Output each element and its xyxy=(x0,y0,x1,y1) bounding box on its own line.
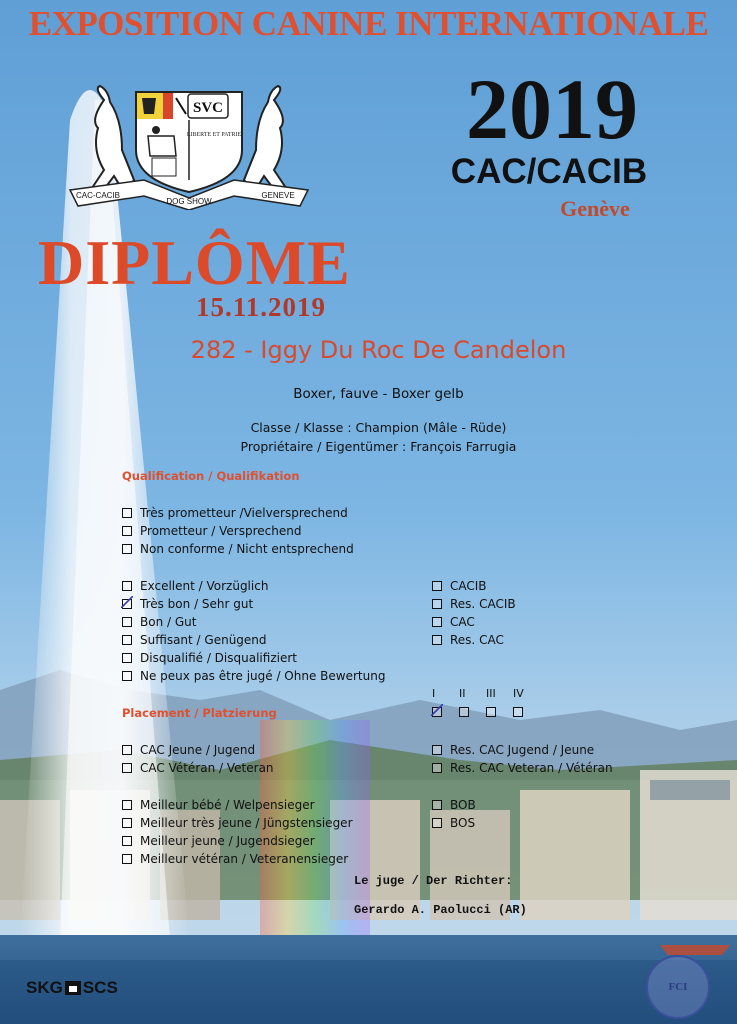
rank-labels xyxy=(432,687,540,700)
checkbox[interactable] xyxy=(122,617,132,627)
crest-club-text: SVC xyxy=(192,100,224,116)
rank-4-checkbox[interactable] xyxy=(513,707,523,717)
option-label: Meilleur bébé / Welpensieger xyxy=(140,798,315,812)
placement-cac-list xyxy=(122,741,274,777)
rank-2-checkbox[interactable] xyxy=(459,707,469,717)
title-list xyxy=(432,577,516,649)
checkbox[interactable] xyxy=(122,854,132,864)
dog-owner: Propriétaire / Eigentümer : François Farrugia xyxy=(240,439,517,454)
checkbox[interactable] xyxy=(122,653,132,663)
option-label: Prometteur / Versprechend xyxy=(140,524,302,538)
rank-label: I xyxy=(432,687,436,700)
placement-res-list xyxy=(432,741,613,777)
checkbox[interactable] xyxy=(122,544,132,554)
diploma-heading: DIPLÔME xyxy=(38,227,351,298)
event-city: Genève xyxy=(560,196,630,221)
option-label: Res. CAC Veteran / Vétéran xyxy=(450,761,613,775)
option-label: Res. CAC Jugend / Jeune xyxy=(450,743,595,757)
option-label: Res. CAC xyxy=(450,633,504,647)
qualification-option[interactable] xyxy=(122,577,385,595)
rank-checkboxes xyxy=(432,707,540,717)
house-icon xyxy=(65,981,81,995)
fci-stamp xyxy=(646,955,710,1019)
rank-label: IV xyxy=(513,687,524,700)
placement-heading: Placement / Platzierung xyxy=(122,706,277,720)
checkbox[interactable] xyxy=(122,526,132,536)
skg-scs-logo xyxy=(26,978,118,998)
option-label: CAC Jeune / Jugend xyxy=(140,743,256,757)
option-label: Res. CACIB xyxy=(450,597,516,611)
judge-name: Gerardo A. Paolucci (AR) xyxy=(354,903,527,917)
fci-text: FCI xyxy=(668,981,688,993)
checkbox[interactable] xyxy=(432,800,442,810)
option-label: Meilleur vétéran / Veteranensieger xyxy=(140,852,349,866)
qualification-option[interactable] xyxy=(122,540,354,558)
option-label: BOB xyxy=(450,798,476,812)
checkbox[interactable] xyxy=(122,745,132,755)
option-label: CACIB xyxy=(450,579,487,593)
checkbox[interactable] xyxy=(122,635,132,645)
option-label: Ne peux pas être jugé / Ohne Bewertung xyxy=(140,669,386,683)
best-option[interactable] xyxy=(432,796,476,814)
qualification-option[interactable] xyxy=(122,613,385,631)
qualification-young-list xyxy=(122,504,354,558)
title-option[interactable] xyxy=(432,613,516,631)
crest-banner-right: GENEVE xyxy=(261,191,295,200)
checkbox[interactable] xyxy=(122,671,132,681)
checkbox[interactable] xyxy=(432,818,442,828)
best-option[interactable] xyxy=(432,814,476,832)
checkbox[interactable] xyxy=(432,745,442,755)
placement-option[interactable] xyxy=(122,759,274,777)
qualification-option[interactable] xyxy=(122,631,385,649)
rank-1-checkbox[interactable] xyxy=(432,707,442,717)
option-label: Meilleur jeune / Jugendsieger xyxy=(140,834,315,848)
best-in-class-list xyxy=(122,796,353,868)
qualification-option[interactable] xyxy=(122,595,385,613)
option-label: Très bon / Sehr gut xyxy=(140,597,254,611)
checkbox-checked[interactable] xyxy=(122,599,132,609)
checkbox[interactable] xyxy=(122,763,132,773)
event-titles: CAC/CACIB xyxy=(450,152,648,191)
judge-label: Le juge / Der Richter: xyxy=(354,874,513,888)
qualification-adult-list xyxy=(122,577,385,685)
diploma-date: 15.11.2019 xyxy=(196,292,327,322)
qualification-option[interactable] xyxy=(122,667,385,685)
title-option[interactable] xyxy=(432,577,516,595)
best-option[interactable] xyxy=(122,832,353,850)
option-label: Excellent / Vorzüglich xyxy=(140,579,269,593)
checkbox[interactable] xyxy=(432,581,442,591)
qualification-option[interactable] xyxy=(122,522,354,540)
option-label: Disqualifié / Disqualifiziert xyxy=(140,651,297,665)
option-label: Non conforme / Nicht entsprechend xyxy=(140,542,354,556)
logo-scs-text: SCS xyxy=(82,978,118,997)
qualification-option[interactable] xyxy=(122,649,385,667)
dog-class: Classe / Klasse : Champion (Mâle - Rüde) xyxy=(250,420,507,435)
svg-text:LIBERTE ET PATRIE: LIBERTE ET PATRIE xyxy=(186,132,242,138)
dog-breed: Boxer, fauve - Boxer gelb xyxy=(293,386,464,402)
checkbox[interactable] xyxy=(432,617,442,627)
best-option[interactable] xyxy=(122,814,353,832)
event-title: EXPOSITION CANINE INTERNATIONALE xyxy=(28,4,709,43)
title-option[interactable] xyxy=(432,631,516,649)
qualification-option[interactable] xyxy=(122,504,354,522)
title-option[interactable] xyxy=(432,595,516,613)
option-label: BOS xyxy=(450,816,476,830)
rank-3-checkbox[interactable] xyxy=(486,707,496,717)
placement-option[interactable] xyxy=(432,759,613,777)
crest-banner-left: CAC-CACIB xyxy=(75,191,121,200)
placement-option[interactable] xyxy=(432,741,613,759)
rank-label: III xyxy=(486,687,496,700)
placement-option[interactable] xyxy=(122,741,274,759)
dog-name: 282 - Iggy Du Roc De Candelon xyxy=(190,336,567,364)
option-label: Bon / Gut xyxy=(140,615,197,629)
checkbox[interactable] xyxy=(432,599,442,609)
option-label: Meilleur très jeune / Jüngstensieger xyxy=(140,816,353,830)
checkbox[interactable] xyxy=(432,635,442,645)
checkbox[interactable] xyxy=(122,800,132,810)
rank-label: II xyxy=(459,687,466,700)
geneva-crest xyxy=(64,80,314,210)
qualification-heading: Qualification / Qualifikation xyxy=(122,469,300,483)
logo-skg-text: SKG xyxy=(26,978,63,997)
best-option[interactable] xyxy=(122,796,353,814)
option-label: Suffisant / Genügend xyxy=(140,633,267,647)
checkbox[interactable] xyxy=(432,763,442,773)
option-label: CAC xyxy=(450,615,475,629)
best-of-breed-list xyxy=(432,796,476,832)
event-year: 2019 xyxy=(466,61,638,157)
option-label: Très prometteur /Vielversprechend xyxy=(140,506,348,520)
checkbox[interactable] xyxy=(122,581,132,591)
checkbox[interactable] xyxy=(122,508,132,518)
option-label: CAC Vétéran / Veteran xyxy=(140,761,274,775)
checkbox[interactable] xyxy=(122,818,132,828)
best-option[interactable] xyxy=(122,850,353,868)
crest-banner-center: DOG SHOW xyxy=(166,197,212,206)
checkbox[interactable] xyxy=(122,836,132,846)
